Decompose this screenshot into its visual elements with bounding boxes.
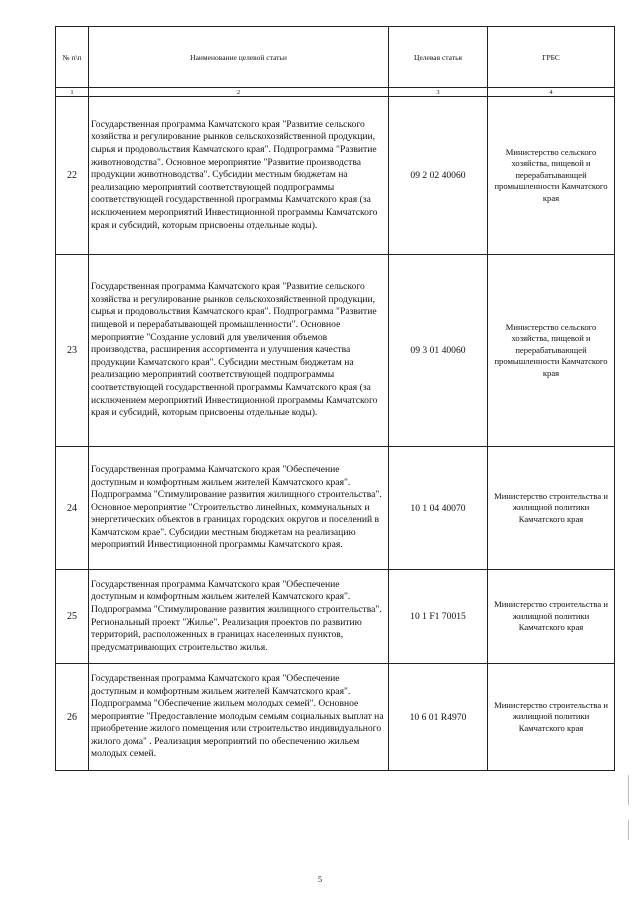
column-number: 4 [488,88,615,97]
table-row [56,664,615,771]
article-code: 10 6 01 R4970 [389,664,488,771]
grbs-name: Министерство сельского хозяйства, пищевой и перерабатывающей промышленности Камчатского края [488,97,615,255]
grbs-name: Министерство строительства и жилищной политики Камчатского края [488,664,615,771]
row-number: 26 [56,664,89,771]
column-number: 1 [56,88,89,97]
budget-articles-table [55,26,615,771]
article-name: Государственная программа Камчатского края "Развитие сельского хозяйства и регулирование рынков сельскохозяйственной продукции, сырья и продовольствия Камчатского края". Подпрограмма "Развитие пищевой и перерабатывающей промышленности". Основное мероприятие "Создание условий для увеличения объемов производства, расширения ассортимента и улучшения качества продукции Камчатского края". Субсидии местным бюджетам на реализацию мероприятий соответствующей подпрограммы соответствующей государственной программы Камчатского края (за исключением мероприятий Инвестиционной программы Камчатского края и субсидий, которым присвоены отдельные коды). [89,255,389,447]
table-row [56,570,615,664]
column-number: 3 [389,88,488,97]
article-code: 10 1 04 40070 [389,447,488,570]
article-code: 09 3 01 40060 [389,255,488,447]
row-number: 24 [56,447,89,570]
grbs-name: Министерство строительства и жилищной политики Камчатского края [488,447,615,570]
article-name: Государственная программа Камчатского края "Обеспечение доступным и комфортным жильем жителей Камчатского края". Подпрограмма "Стимулирование развития жилищного строительства". Региональный проект "Жилье". Реализация проектов по развитию территорий, расположенных в границах населенных пунктов, предусматривающих строительство жилья. [89,570,389,664]
table-row [56,447,615,570]
article-name: Государственная программа Камчатского края "Обеспечение доступным и комфортным жильем жителей Камчатского края". Подпрограмма "Стимулирование развития жилищного строительства". Основное мероприятие "Строительство линейных, коммунальных и энергетических объектов в границах городских округов и поселений в Камчатском крае". Субсидии местным бюджетам на реализацию мероприятий Инвестиционной программы Камчатского края. [89,447,389,570]
table-row [56,97,615,255]
row-number: 22 [56,97,89,255]
table-row [56,255,615,447]
grbs-name: Министерство строительства и жилищной политики Камчатского края [488,570,615,664]
table-header-row [56,27,615,88]
scan-artifact [628,775,629,805]
header-article-code: Целевая статья [389,27,488,88]
article-code: 10 1 F1 70015 [389,570,488,664]
header-article-name: Наименование целевой статьи [89,27,389,88]
scan-artifact [628,820,629,840]
header-num: № п\п [56,27,89,88]
row-number: 23 [56,255,89,447]
header-grbs: ГРБС [488,27,615,88]
article-code: 09 2 02 40060 [389,97,488,255]
column-number: 2 [89,88,389,97]
grbs-name: Министерство сельского хозяйства, пищевой и перерабатывающей промышленности Камчатского края [488,255,615,447]
page-number: 5 [318,875,322,884]
row-number: 25 [56,570,89,664]
column-number-row [56,88,615,97]
article-name: Государственная программа Камчатского края "Обеспечение доступным и комфортным жильем жителей Камчатского края". Подпрограмма "Обеспечение жильем молодых семей". Основное мероприятие "Предоставление молодым семьям социальных выплат на приобретение жилого помещения или строительство индивидуального жилого дома" . Реализация мероприятий по обеспечению жильем молодых семей. [89,664,389,771]
article-name: Государственная программа Камчатского края "Развитие сельского хозяйства и регулирование рынков сельскохозяйственной продукции, сырья и продовольствия Камчатского края". Подпрограмма "Развитие животноводства". Основное мероприятие "Развитие производства продукции животноводства". Субсидии местным бюджетам на реализацию мероприятий соответствующей подпрограммы соответствующей государственной программы Камчатского края (за исключением мероприятий Инвестиционной программы Камчатского края и субсидий, которым присвоены отдельные коды). [89,97,389,255]
